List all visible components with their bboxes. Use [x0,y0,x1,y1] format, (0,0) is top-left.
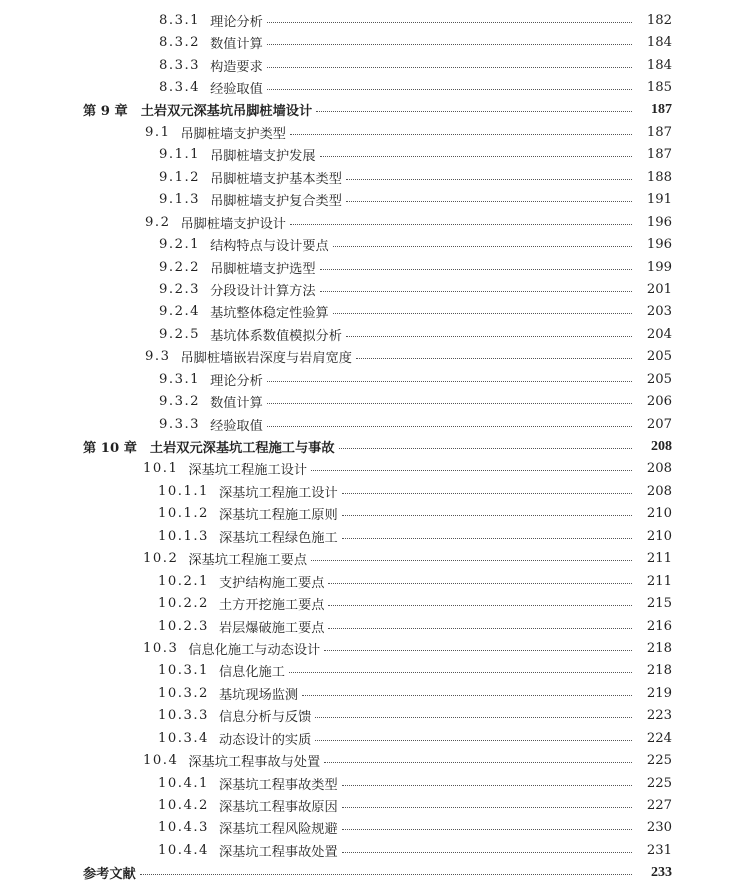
toc-entry-title: 动态设计的实质 [218,732,312,748]
toc-entry[interactable] [0,54,750,76]
toc-entry-number: 9.2.3 [159,281,201,297]
toc-entry-number: 8.3.4 [159,80,201,96]
toc-entry[interactable] [0,121,750,143]
toc-entry[interactable] [0,749,750,771]
toc-entry-page: 211 [646,551,672,567]
toc-entry[interactable] [0,615,750,637]
toc-entry[interactable] [0,278,750,300]
toc-entry-title: 岩层爆破施工要点 [218,620,325,636]
toc-entry-page: 208 [646,483,672,499]
toc-entry-title: 吊脚桩墙支护发展 [210,149,316,165]
dot-leader [346,179,632,180]
toc-entry[interactable] [0,31,750,53]
toc-entry-title: 深基坑工程事故原因 [218,800,338,816]
toc-entry-page: 187 [646,124,672,140]
toc-entry-page: 210 [646,506,672,522]
toc-entry-page: 191 [646,192,672,208]
toc-chapter-entry[interactable] [0,99,750,121]
toc-entry-title: 深基坑工程事故与处置 [188,755,321,771]
toc-entry-page: 230 [646,820,672,836]
dot-leader [342,807,632,808]
toc-entry-number: 10.1 [143,461,179,477]
toc-entry[interactable] [0,682,750,704]
toc-entry-title: 理论分析 [210,373,263,389]
toc-entry-page: 201 [646,281,672,297]
toc-entry-title: 数值计算 [210,37,263,53]
toc-entry-number: 第 10 章 [83,441,137,457]
toc-entry-number: 9.2 [145,214,171,230]
toc-entry-number: 8.3.3 [159,57,201,73]
dot-leader [320,156,632,157]
dot-leader [320,291,632,292]
toc-entry[interactable] [0,480,750,502]
toc-entry[interactable] [0,660,750,682]
toc-entry-number: 10.2.1 [158,573,209,589]
toc-entry-number: 8.3.2 [159,35,201,51]
toc-entry-page: 208 [651,438,672,454]
toc-entry[interactable] [0,301,750,323]
toc-entry[interactable] [0,9,750,31]
toc-entry-title: 支护结构施工要点 [218,575,325,591]
toc-entry-title: 信息分析与反馈 [218,710,312,726]
dot-leader [324,650,632,651]
toc-entry-page: 219 [646,685,672,701]
toc-entry[interactable] [0,839,750,861]
dot-leader [267,403,632,404]
toc-entry-page: 206 [646,394,672,410]
toc-entry-title: 土岩双元深基坑工程施工与事故 [149,441,335,457]
toc-entry-title: 信息化施工 [218,665,285,681]
dot-leader [267,426,632,427]
toc-entry-number: 10.3.1 [158,663,209,679]
toc-entry[interactable] [0,76,750,98]
toc-entry-page: 182 [646,12,672,28]
toc-entry-title: 数值计算 [210,396,263,412]
toc-entry[interactable] [0,794,750,816]
dot-leader [342,829,632,830]
toc-entry-number: 9.1.3 [159,192,201,208]
toc-entry[interactable] [0,144,750,166]
toc-entry-page: 211 [646,573,672,589]
toc-entry-title: 深基坑工程施工原则 [218,508,338,524]
toc-entry-page: 207 [646,416,672,432]
toc-entry-title: 信息化施工与动态设计 [188,642,321,658]
toc-entry[interactable] [0,166,750,188]
toc-entry-number: 第 9 章 [83,104,128,120]
dot-leader [324,762,632,763]
dot-leader [311,560,632,561]
table-of-contents [0,9,750,884]
toc-entry-title: 深基坑工程施工设计 [218,485,338,501]
toc-entry-number: 9.2.2 [159,259,201,275]
toc-entry-page: 210 [646,528,672,544]
toc-entry-title: 深基坑工程施工要点 [188,553,308,569]
toc-entry-page: 196 [646,237,672,253]
toc-entry-page: 223 [646,708,672,724]
toc-entry-page: 184 [646,35,672,51]
toc-entry-number: 9.1 [145,124,171,140]
toc-entry[interactable] [0,346,750,368]
toc-entry[interactable] [0,413,750,435]
toc-entry-number: 10.4.2 [158,798,209,814]
toc-entry-title: 土岩双元深基坑吊脚桩墙设计 [140,104,313,120]
toc-entry-number: 10.1.2 [158,506,209,522]
toc-entry-number: 9.2.5 [159,326,201,342]
dot-leader [356,358,632,359]
toc-chapter-entry[interactable] [0,435,750,457]
toc-entry[interactable] [0,503,750,525]
toc-entry[interactable] [0,189,750,211]
dot-leader [267,44,632,45]
toc-entry-page: 187 [646,147,672,163]
dot-leader [267,89,632,90]
toc-entry-title: 吊脚桩墙支护复合类型 [210,194,342,210]
toc-entry-title: 深基坑工程事故处置 [218,844,338,860]
toc-entry-title: 基坑现场监测 [218,687,299,703]
toc-entry-page: 203 [646,304,672,320]
toc-entry-title: 深基坑工程施工设计 [188,463,308,479]
toc-entry-page: 205 [646,371,672,387]
dot-leader [267,22,632,23]
toc-entry-number: 10.1.1 [158,483,209,499]
toc-entry-number: 10.3.2 [158,685,209,701]
dot-leader [342,493,632,494]
toc-entry-title: 基坑整体稳定性验算 [210,306,329,322]
toc-entry[interactable] [0,570,750,592]
dot-leader [140,874,632,875]
toc-entry-title: 基坑体系数值模拟分析 [210,328,342,344]
toc-entry[interactable] [0,548,750,570]
toc-entry-page: 227 [646,798,672,814]
toc-entry[interactable] [0,211,750,233]
dot-leader [302,695,632,696]
dot-leader [342,852,632,853]
dot-leader [342,785,632,786]
toc-entry-number: 9.3 [145,349,171,365]
toc-entry[interactable] [0,368,750,390]
toc-entry[interactable] [0,390,750,412]
dot-leader [267,67,632,68]
toc-entry-page: 185 [646,80,672,96]
toc-entry-page: 216 [646,618,672,634]
toc-entry-page: 231 [646,842,672,858]
toc-entry-title: 参考文献 [83,867,136,883]
toc-entry-number: 9.2.1 [159,237,201,253]
dot-leader [315,717,632,718]
toc-entry-title: 吊脚桩墙支护基本类型 [210,171,342,187]
dot-leader [339,448,632,449]
toc-entry[interactable] [0,233,750,255]
toc-entry-number: 10.3.3 [158,708,209,724]
toc-entry-page: 188 [646,169,672,185]
toc-entry-page: 225 [646,775,672,791]
toc-entry-number: 10.4.1 [158,775,209,791]
toc-entry-page: 184 [646,57,672,73]
toc-entry-number: 10.4.4 [158,842,209,858]
dot-leader [267,381,632,382]
toc-entry-title: 土方开挖施工要点 [218,598,325,614]
toc-entry[interactable] [0,458,750,480]
toc-entry-number: 10.2.2 [158,596,209,612]
toc-entry-number: 9.3.2 [159,394,201,410]
toc-entry-page: 225 [646,753,672,769]
toc-entry-title: 经验取值 [210,82,263,98]
toc-entry[interactable] [0,727,750,749]
dot-leader [315,740,632,741]
toc-entry-number: 9.1.1 [159,147,201,163]
toc-entry-title: 吊脚桩墙支护选型 [210,261,316,277]
toc-entry-title: 吊脚桩墙支护设计 [180,216,286,232]
dot-leader [290,224,632,225]
toc-entry-title: 吊脚桩墙支护类型 [180,126,286,142]
toc-entry-number: 9.3.1 [159,371,201,387]
dot-leader [333,246,632,247]
toc-entry-number: 10.3 [143,640,179,656]
toc-entry[interactable] [0,592,750,614]
toc-entry-page: 218 [646,663,672,679]
toc-entry-number: 10.3.4 [158,730,209,746]
toc-entry-page: 204 [646,326,672,342]
toc-entry[interactable] [0,772,750,794]
toc-chapter-entry[interactable] [0,862,750,884]
toc-entry-number: 10.2.3 [158,618,209,634]
toc-entry-title: 深基坑工程事故类型 [218,777,338,793]
toc-entry-page: 199 [646,259,672,275]
toc-entry-number: 8.3.1 [159,12,201,28]
toc-entry[interactable] [0,323,750,345]
toc-entry-page: 196 [646,214,672,230]
toc-entry-title: 构造要求 [210,59,263,75]
toc-entry-title: 经验取值 [210,418,263,434]
toc-entry-number: 10.1.3 [158,528,209,544]
dot-leader [311,470,632,471]
toc-entry-number: 9.2.4 [159,304,201,320]
dot-leader [346,201,632,202]
toc-entry-page: 233 [651,864,672,880]
dot-leader [316,111,632,112]
toc-entry-page: 187 [651,101,672,117]
toc-entry-title: 理论分析 [210,14,263,30]
toc-entry[interactable] [0,817,750,839]
toc-entry[interactable] [0,705,750,727]
toc-entry-number: 9.3.3 [159,416,201,432]
dot-leader [328,628,632,629]
dot-leader [328,605,632,606]
dot-leader [346,336,632,337]
toc-entry-page: 208 [646,461,672,477]
toc-entry-number: 9.1.2 [159,169,201,185]
dot-leader [320,269,632,270]
toc-entry-number: 10.2 [143,551,179,567]
toc-entry-title: 结构特点与设计要点 [210,239,329,255]
toc-entry-title: 吊脚桩墙嵌岩深度与岩肩宽度 [180,351,352,367]
dot-leader [342,515,632,516]
toc-entry-page: 215 [646,596,672,612]
dot-leader [328,583,632,584]
toc-entry-title: 分段设计计算方法 [210,283,316,299]
toc-entry[interactable] [0,525,750,547]
toc-entry-title: 深基坑工程绿色施工 [218,530,338,546]
dot-leader [290,134,632,135]
dot-leader [289,672,632,673]
toc-entry-page: 218 [646,640,672,656]
toc-entry-title: 深基坑工程风险规避 [218,822,338,838]
dot-leader [342,538,632,539]
toc-entry-page: 205 [646,349,672,365]
toc-entry[interactable] [0,637,750,659]
toc-entry[interactable] [0,256,750,278]
toc-entry-number: 10.4 [143,753,179,769]
toc-entry-number: 10.4.3 [158,820,209,836]
toc-entry-page: 224 [646,730,672,746]
dot-leader [333,313,632,314]
